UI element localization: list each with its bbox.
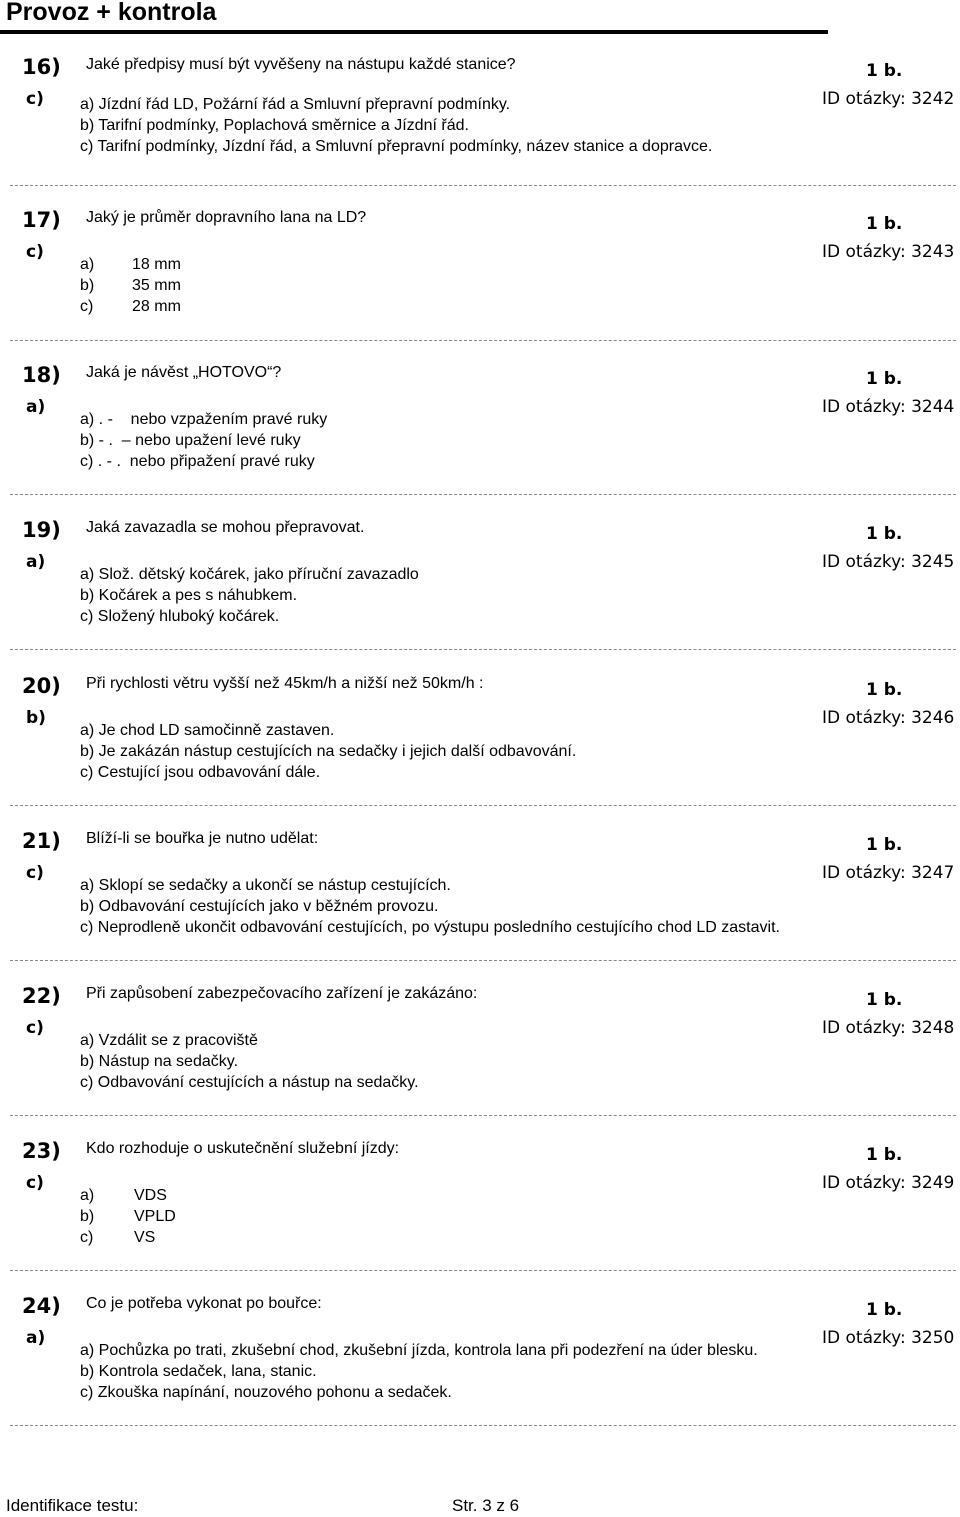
question-block-20: [0, 674, 960, 804]
question-block-23: [0, 1139, 960, 1269]
question-block-21: [0, 829, 960, 959]
option-a: a) Sklopí se sedačky a ukončí se nástup cestujících.: [80, 877, 451, 894]
correct-answer: a): [26, 552, 46, 572]
question-number: 19): [22, 518, 61, 542]
question-points: 1 b.: [866, 214, 903, 234]
question-separator: [10, 1425, 956, 1426]
options-list: [80, 564, 419, 627]
question-text: Jaký je průměr dopravního lana na LD?: [86, 209, 367, 226]
question-number: 18): [22, 363, 61, 387]
page-title: Provoz + kontrola: [6, 0, 217, 26]
correct-answer: c): [26, 89, 44, 109]
question-separator: [10, 494, 956, 495]
correct-answer: a): [26, 1328, 46, 1348]
question-separator: [10, 1115, 956, 1116]
option-c: c) Neprodleně ukončit odbavování cestujících, po výstupu posledního cestujícího chod LD zastavit.: [80, 919, 780, 936]
options-list: [80, 1185, 176, 1248]
question-number: 22): [22, 984, 61, 1008]
question-points: 1 b.: [866, 1145, 903, 1165]
question-id: ID otázky: 3243: [822, 242, 955, 262]
option-a: a) . - nebo vzpažením pravé ruky: [80, 411, 328, 428]
question-id: ID otázky: 3248: [822, 1018, 955, 1038]
option-c: c) Odbavování cestujících a nástup na sedačky.: [80, 1074, 419, 1091]
option-c: c) Tarifní podmínky, Jízdní řád, a Smluvní přepravní podmínky, název stanice a dopravce.: [80, 138, 713, 155]
options-list: [80, 720, 576, 783]
options-list: [80, 1030, 419, 1093]
option-text: 28 mm: [132, 298, 181, 315]
question-block-22: [0, 984, 960, 1114]
option-text: VDS: [134, 1187, 167, 1204]
options-list: [80, 94, 712, 157]
option-b: b) Nástup na sedačky.: [80, 1053, 239, 1070]
question-text: Jaká zavazadla se mohou přepravovat.: [86, 519, 365, 536]
option-b: b) Tarifní podmínky, Poplachová směrnice a Jízdní řád.: [80, 117, 469, 134]
option-a: [80, 1185, 176, 1206]
option-c: [80, 1227, 176, 1248]
option-text: 35 mm: [132, 277, 181, 294]
question-separator: [10, 185, 956, 186]
question-points: 1 b.: [866, 524, 903, 544]
question-text: Jaké předpisy musí být vyvěšeny na nástupu každé stanice?: [86, 56, 516, 73]
options-list: [80, 875, 780, 938]
question-block-16: [0, 55, 960, 185]
page-number: Str. 3 z 6: [452, 1496, 520, 1515]
option-a: a) Jízdní řád LD, Požární řád a Smluvní přepravní podmínky.: [80, 96, 511, 113]
question-points: 1 b.: [866, 61, 903, 81]
question-text: Blíží-li se bouřka je nutno udělat:: [86, 830, 319, 847]
option-label: c): [80, 1229, 94, 1246]
option-text: 18 mm: [132, 256, 181, 273]
question-points: 1 b.: [866, 680, 903, 700]
question-number: 24): [22, 1294, 61, 1318]
correct-answer: b): [26, 708, 46, 728]
option-c: c) Cestující jsou odbavování dále.: [80, 764, 321, 781]
correct-answer: c): [26, 1018, 44, 1038]
option-b: b) Kontrola sedaček, lana, stanic.: [80, 1363, 317, 1380]
correct-answer: c): [26, 242, 44, 262]
option-label: b): [80, 1208, 95, 1225]
question-id: ID otázky: 3244: [822, 397, 955, 417]
question-block-17: [0, 208, 960, 338]
question-block-19: [0, 518, 960, 648]
question-block-18: [0, 363, 960, 493]
question-id: ID otázky: 3242: [822, 89, 955, 109]
option-a: a) Je chod LD samočinně zastaven.: [80, 722, 335, 739]
question-points: 1 b.: [866, 1300, 903, 1320]
question-points: 1 b.: [866, 369, 903, 389]
question-number: 17): [22, 208, 61, 232]
option-a: a) Slož. dětský kočárek, jako příruční zavazadlo: [80, 566, 419, 583]
question-text: Co je potřeba vykonat po bouřce:: [86, 1295, 322, 1312]
question-separator: [10, 1270, 956, 1271]
option-label: a): [80, 256, 95, 273]
option-b: b) Je zakázán nástup cestujících na sedačky i jejich další odbavování.: [80, 743, 577, 760]
option-b: [80, 275, 181, 296]
option-c: c) Zkouška napínání, nouzového pohonu a sedaček.: [80, 1384, 452, 1401]
option-b: b) - . – nebo upažení levé ruky: [80, 432, 301, 449]
option-b: b) Odbavování cestujících jako v běžném provozu.: [80, 898, 439, 915]
question-text: Kdo rozhoduje o uskutečnění služební jízdy:: [86, 1140, 400, 1157]
question-number: 23): [22, 1139, 61, 1163]
options-list: [80, 254, 181, 317]
title-rule: [0, 30, 828, 34]
question-id: ID otázky: 3246: [822, 708, 955, 728]
option-label: c): [80, 298, 94, 315]
option-b: [80, 1206, 176, 1227]
option-label: a): [80, 1187, 95, 1204]
question-id: ID otázky: 3250: [822, 1328, 955, 1348]
question-number: 20): [22, 674, 61, 698]
question-separator: [10, 649, 956, 650]
option-c: c) Složený hluboký kočárek.: [80, 608, 280, 625]
option-label: b): [80, 277, 95, 294]
options-list: [80, 409, 327, 472]
option-c: [80, 296, 181, 317]
question-block-24: [0, 1294, 960, 1424]
option-a: a) Pochůzka po trati, zkušební chod, zkušební jízda, kontrola lana při podezření na úder blesku.: [80, 1342, 758, 1359]
option-c: c) . - . nebo připažení pravé ruky: [80, 453, 315, 470]
question-number: 16): [22, 55, 61, 79]
question-points: 1 b.: [866, 990, 903, 1010]
question-points: 1 b.: [866, 835, 903, 855]
option-a: a) Vzdálit se z pracoviště: [80, 1032, 258, 1049]
options-list: [80, 1340, 758, 1403]
question-number: 21): [22, 829, 61, 853]
question-separator: [10, 340, 956, 341]
question-separator: [10, 960, 956, 961]
option-text: VPLD: [134, 1208, 176, 1225]
correct-answer: a): [26, 397, 46, 417]
option-text: VS: [134, 1229, 156, 1246]
correct-answer: c): [26, 1173, 44, 1193]
option-b: b) Kočárek a pes s náhubkem.: [80, 587, 298, 604]
question-separator: [10, 805, 956, 806]
correct-answer: c): [26, 863, 44, 883]
test-id-label: Identifikace testu:: [6, 1496, 139, 1515]
option-a: [80, 254, 181, 275]
question-text: Při rychlosti větru vyšší než 45km/h a nižší než 50km/h :: [86, 675, 484, 692]
question-text: Jaká je návěst „HOTOVO“?: [86, 364, 282, 381]
question-id: ID otázky: 3247: [822, 863, 955, 883]
question-id: ID otázky: 3245: [822, 552, 955, 572]
question-id: ID otázky: 3249: [822, 1173, 955, 1193]
question-text: Při zapůsobení zabezpečovacího zařízení je zakázáno:: [86, 985, 478, 1002]
